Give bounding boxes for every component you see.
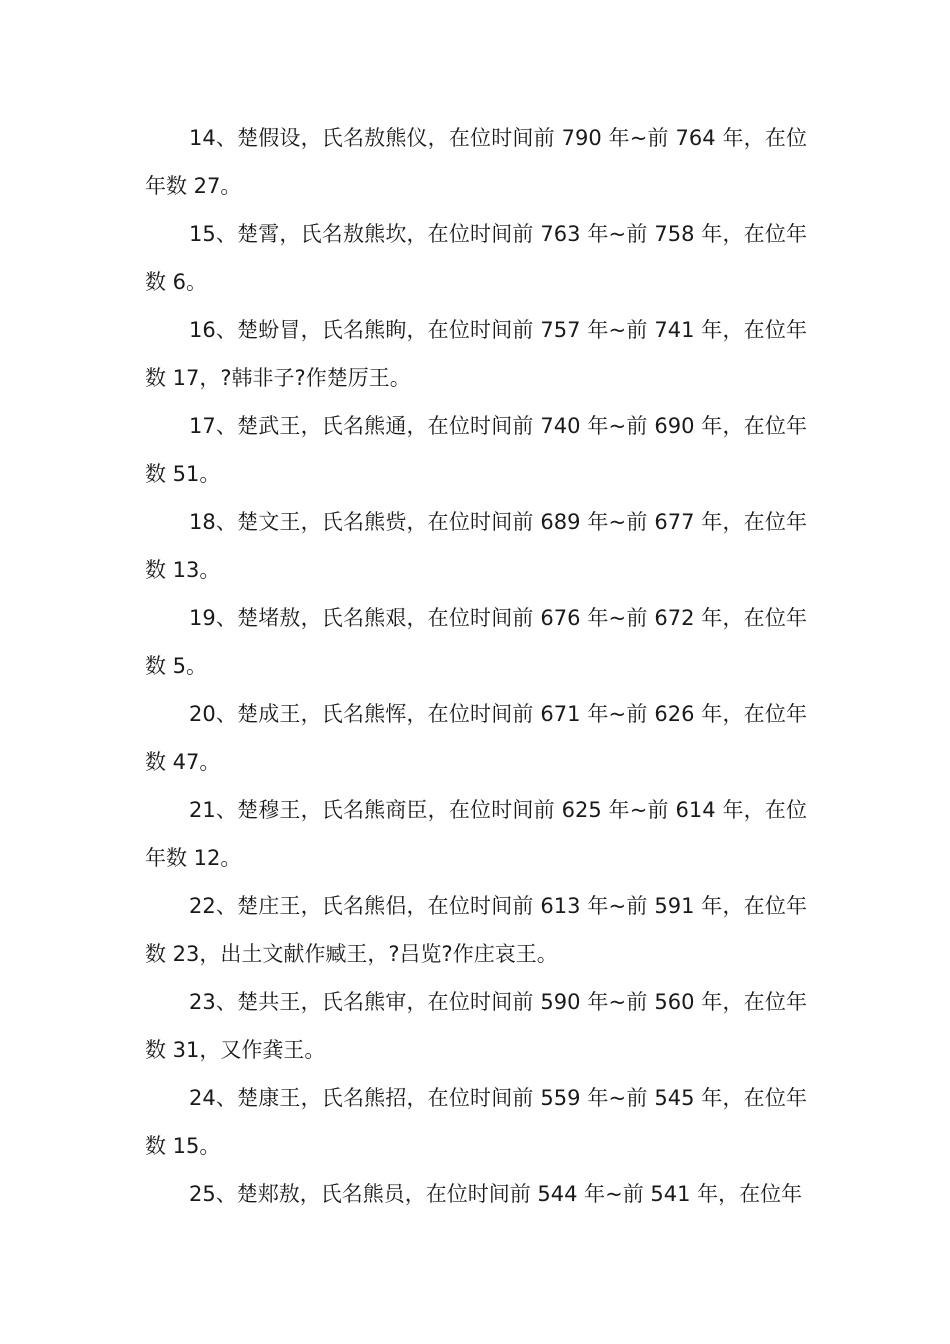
- document-page: [145, 114, 807, 1218]
- list-item: 23、楚共王，氏名熊审，在位时间前 590 年~前 560 年，在位年数 31，又作龚王。: [145, 990, 807, 1062]
- list-item: 20、楚成王，氏名熊恽，在位时间前 671 年~前 626 年，在位年数 47。: [145, 702, 807, 774]
- list-item: 18、楚文王，氏名熊赀，在位时间前 689 年~前 677 年，在位年数 13。: [145, 510, 807, 582]
- list-item: 22、楚庄王，氏名熊侣，在位时间前 613 年~前 591 年，在位年数 23，出土文献作臧王，?吕览?作庄哀王。: [145, 894, 807, 966]
- list-item: 15、楚霄，氏名敖熊坎，在位时间前 763 年~前 758 年，在位年数 6。: [145, 222, 807, 294]
- list-item: 16、楚蚡冒，氏名熊眴，在位时间前 757 年~前 741 年，在位年数 17，?韩非子?作楚厉王。: [145, 318, 807, 390]
- list-item: 25、楚郏敖，氏名熊员，在位时间前 544 年~前 541 年，在位年: [189, 1182, 803, 1206]
- list-item: 14、楚假设，氏名敖熊仪，在位时间前 790 年~前 764 年，在位年数 27。: [145, 126, 807, 198]
- list-item: 19、楚堵敖，氏名熊艰，在位时间前 676 年~前 672 年，在位年数 5。: [145, 606, 807, 678]
- list-item: 21、楚穆王，氏名熊商臣，在位时间前 625 年~前 614 年，在位年数 12。: [145, 798, 807, 870]
- list-item: 24、楚康王，氏名熊招，在位时间前 559 年~前 545 年，在位年数 15。: [145, 1086, 807, 1158]
- list-item: 17、楚武王，氏名熊通，在位时间前 740 年~前 690 年，在位年数 51。: [145, 414, 807, 486]
